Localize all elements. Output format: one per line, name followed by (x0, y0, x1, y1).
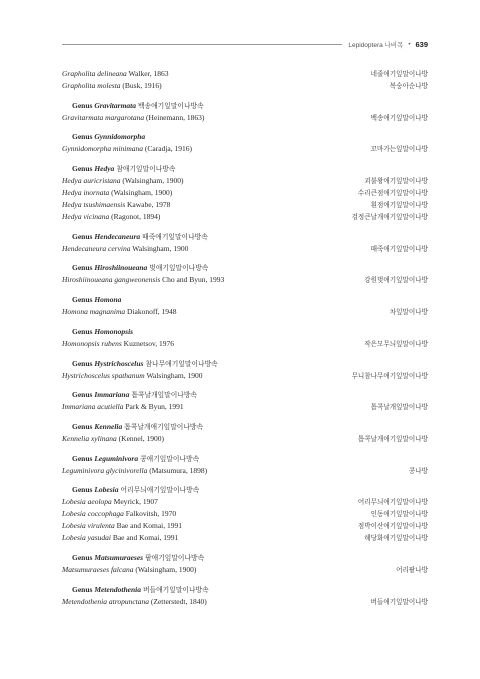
species-korean-name: 복숭아순나방 (389, 82, 428, 90)
species-entry (62, 520, 428, 532)
genus-name: Hedya (94, 164, 115, 174)
species-korean-name: 검정큰날개애기잎말이나방 (351, 213, 428, 222)
species-korean-name: 꼬마가는잎말이나방 (370, 145, 428, 154)
species-entry (62, 211, 428, 223)
species-name: Homonopsis rubens (62, 338, 122, 348)
genus-prefix: Genus (72, 231, 93, 241)
species-scientific (62, 508, 176, 520)
species-entry (62, 68, 428, 80)
species-korean-name: 네줄애기잎말이나방 (370, 70, 428, 78)
species-name: Hedya inornata (62, 188, 110, 198)
species-entry (62, 532, 428, 544)
genus-name: Matsumuraeses (94, 552, 144, 562)
genus-prefix: Genus (72, 584, 93, 594)
species-name: Immariana acutiella (62, 402, 124, 412)
genus-korean-name: 벚애기잎말이나방속 (149, 264, 209, 273)
genus-prefix: Genus (72, 263, 93, 273)
genus-name: Hiroshiinoueana (94, 263, 148, 273)
species-scientific (62, 496, 158, 508)
genus-korean-name: 톱콕날개애기잎말이나방속 (124, 422, 204, 431)
genus-name: Hendecaneura (94, 231, 141, 241)
species-korean-name: 무니참나무애기잎말이나방 (351, 371, 428, 380)
genus-group (62, 163, 428, 223)
genus-prefix: Genus (72, 485, 93, 495)
species-scientific (62, 175, 183, 187)
genus-heading (62, 389, 428, 401)
species-scientific (62, 143, 192, 155)
species-entry (62, 338, 428, 350)
genus-group (62, 294, 428, 318)
species-author: Kuznetsov, 1976 (123, 338, 175, 348)
species-scientific (62, 187, 172, 199)
species-scientific (62, 274, 224, 286)
species-author: Kawabe, 1978 (127, 200, 171, 210)
species-scientific (62, 520, 182, 532)
genus-heading (62, 262, 428, 274)
genus-group (62, 68, 428, 92)
genus-group (62, 389, 428, 413)
species-korean-name: 인동애기잎말이나방 (370, 510, 428, 519)
genus-heading (62, 326, 428, 338)
species-author: Bae and Komai, 1991 (112, 533, 179, 543)
species-korean-name: 백송애기잎말이나방 (370, 113, 428, 122)
species-korean-name: 괴불왕애기잎말이나방 (364, 177, 428, 186)
genus-korean-name: 때죽애기잎말이나방속 (142, 232, 208, 241)
genus-group (62, 484, 428, 544)
species-scientific (62, 112, 204, 124)
species-scientific (62, 465, 207, 477)
species-name: Kennelia xylinana (62, 433, 117, 443)
species-scientific (62, 68, 168, 80)
species-korean-name: 흰점애기잎말이나방 (370, 201, 428, 210)
species-author: (Busk, 1916) (122, 81, 162, 90)
species-korean-name: 톱콕날개애기잎말이나방 (357, 434, 428, 443)
species-author: Meyrick, 1907 (113, 497, 158, 507)
species-entry (62, 564, 428, 576)
genus-prefix: Genus (72, 421, 93, 431)
genus-heading (62, 131, 428, 143)
species-entry (62, 112, 428, 124)
species-scientific (62, 211, 160, 223)
species-entry (62, 433, 428, 445)
species-scientific (62, 199, 170, 211)
species-name: Hedya auricristana (62, 176, 121, 186)
species-entry (62, 465, 428, 477)
species-name: Matsumuraeses falcana (62, 564, 134, 574)
genus-group (62, 552, 428, 576)
genus-heading (62, 231, 428, 243)
genus-name: Metendothenia (94, 584, 141, 594)
genus-korean-name: 참나무애기잎말이나방속 (145, 359, 218, 368)
page-number: 639 (415, 40, 428, 49)
species-entry (62, 401, 428, 413)
species-korean-name: 강원벚애기잎말이나방 (364, 276, 428, 285)
header-separator: • (408, 41, 411, 48)
genus-name: Immariana (94, 390, 130, 400)
species-korean-name: 해당화애기잎말이나방 (364, 534, 428, 543)
species-name: Hiroshiinoueana gangweonensis (62, 275, 161, 285)
genus-prefix: Genus (72, 390, 93, 400)
genus-group (62, 231, 428, 255)
species-entry (62, 187, 428, 199)
species-name: Lobesia yasudai (62, 533, 111, 543)
species-author: Bae and Komai, 1991 (116, 521, 182, 531)
species-scientific (62, 564, 196, 576)
species-checklist (62, 68, 428, 615)
species-scientific (62, 596, 207, 608)
genus-prefix: Genus (72, 453, 93, 463)
species-author: (Walsingham, 1900) (135, 564, 197, 574)
species-name: Leguminivora glycinivorella (62, 465, 148, 475)
species-author: Walker, 1863 (128, 69, 169, 78)
species-name: Hedya tsushimaensis (62, 200, 126, 210)
species-scientific (62, 370, 203, 382)
species-name: Hystrichoscelus spathanum (62, 370, 145, 380)
genus-prefix: Genus (72, 326, 93, 336)
species-scientific (62, 433, 164, 445)
genus-heading (62, 163, 428, 175)
species-name: Metendothenia atropunctana (62, 596, 149, 606)
genus-heading (62, 294, 428, 306)
species-name: Hendecaneura cervina (62, 243, 131, 253)
species-entry (62, 243, 428, 255)
species-korean-name: 어리팥나방 (396, 565, 428, 574)
genus-korean-name: 콩애기잎말이나방속 (140, 454, 200, 463)
species-entry (62, 143, 428, 155)
genus-prefix: Genus (72, 295, 93, 305)
species-scientific (62, 338, 174, 350)
genus-korean-name: 톱콕날개잎말이나방속 (131, 391, 197, 400)
species-author: Diakonoff, 1948 (127, 307, 177, 317)
species-korean-name: 때죽애기잎말이나방 (370, 244, 428, 253)
genus-group (62, 358, 428, 382)
header-rule (62, 44, 342, 45)
species-entry (62, 508, 428, 520)
species-author: Falkovitsh, 1970 (125, 509, 177, 519)
genus-prefix: Genus (72, 358, 93, 368)
species-author: Walsingham, 1900 (146, 370, 203, 380)
species-scientific (62, 243, 188, 255)
genus-group (62, 326, 428, 350)
genus-heading (62, 100, 428, 112)
species-entry (62, 199, 428, 211)
genus-heading (62, 453, 428, 465)
genus-name: Lobesia (94, 485, 119, 495)
genus-korean-name: 어리무늬애기잎말이나방속 (120, 486, 200, 495)
species-entry (62, 496, 428, 508)
species-author: (Heinemann, 1863) (146, 112, 205, 122)
species-scientific (62, 306, 176, 318)
species-entry (62, 175, 428, 187)
genus-heading (62, 421, 428, 433)
genus-heading (62, 484, 428, 496)
genus-heading (62, 358, 428, 370)
species-name: Grapholita delineana (62, 69, 127, 78)
species-korean-name: 톱콕날개잎말이나방 (370, 403, 428, 412)
genus-group (62, 421, 428, 445)
genus-name: Hystrichoscelus (94, 358, 144, 368)
genus-group (62, 100, 428, 124)
species-entry (62, 306, 428, 318)
species-name: Gynnidomorpha minimana (62, 144, 144, 154)
species-korean-name: 콩나방 (408, 466, 428, 475)
species-name: Lobesia coccophaga (62, 509, 124, 519)
species-entry (62, 80, 428, 92)
species-name: Hedya vicinana (62, 212, 110, 222)
species-korean-name: 차잎말이나방 (389, 308, 428, 317)
species-name: Grapholita molesta (62, 81, 121, 90)
species-name: Lobesia virulenta (62, 521, 115, 531)
species-author: (Ragonot, 1894) (111, 212, 161, 222)
genus-name: Homonopsis (94, 326, 134, 336)
species-entry (62, 274, 428, 286)
genus-prefix: Genus (72, 164, 93, 174)
species-korean-name: 점박이산애기잎말이나방 (357, 522, 428, 531)
genus-prefix: Genus (72, 132, 93, 142)
species-scientific (62, 80, 162, 92)
species-entry (62, 370, 428, 382)
genus-heading (62, 584, 428, 596)
species-author: Walsingham, 1900 (132, 243, 189, 253)
species-korean-name: 작은모무늬잎말이나방 (364, 339, 428, 348)
species-scientific (62, 401, 184, 413)
genus-name: Kennelia (94, 421, 123, 431)
genus-group (62, 584, 428, 608)
species-korean-name: 수리큰점애기잎말이나방 (357, 189, 428, 198)
genus-group (62, 131, 428, 155)
genus-name: Gynnidomorpha (94, 132, 146, 142)
genus-prefix: Genus (72, 100, 93, 110)
species-author: (Walsingham, 1900) (111, 188, 173, 198)
genus-group (62, 453, 428, 477)
species-author: (Walsingham, 1900) (122, 176, 184, 186)
genus-group (62, 262, 428, 286)
genus-name: Homona (94, 295, 122, 305)
genus-korean-name: 팥애기잎말이나방속 (145, 553, 205, 562)
order-label: Lepidoptera 나비목 (348, 42, 404, 49)
species-author: Cho and Byun, 1993 (162, 275, 225, 285)
species-author: (Zetterstedt, 1840) (150, 596, 207, 606)
genus-name: Gravitarmata (94, 100, 136, 110)
species-scientific (62, 532, 178, 544)
species-korean-name: 어리무늬애기잎말이나방 (357, 498, 428, 507)
running-header (62, 40, 428, 49)
species-name: Lobesia aeolopa (62, 497, 112, 507)
genus-korean-name: 버들애기잎말이나방속 (142, 585, 209, 594)
genus-korean-name: 백송애기잎말이나방속 (137, 101, 204, 110)
species-name: Gravitarmata margarotana (62, 112, 145, 122)
genus-name: Leguminivora (94, 453, 139, 463)
species-entry (62, 596, 428, 608)
species-author: (Caradja, 1916) (144, 144, 192, 154)
species-author: Park & Byun, 1991 (125, 402, 184, 412)
genus-korean-name: 참애기잎말이나방속 (116, 165, 176, 174)
species-korean-name: 버들애기잎말이나방 (370, 597, 428, 606)
species-author: (Matsumura, 1898) (149, 465, 208, 475)
genus-heading (62, 552, 428, 564)
genus-prefix: Genus (72, 552, 93, 562)
species-author: (Kennel, 1900) (118, 433, 165, 443)
species-name: Homona magnanima (62, 307, 126, 317)
